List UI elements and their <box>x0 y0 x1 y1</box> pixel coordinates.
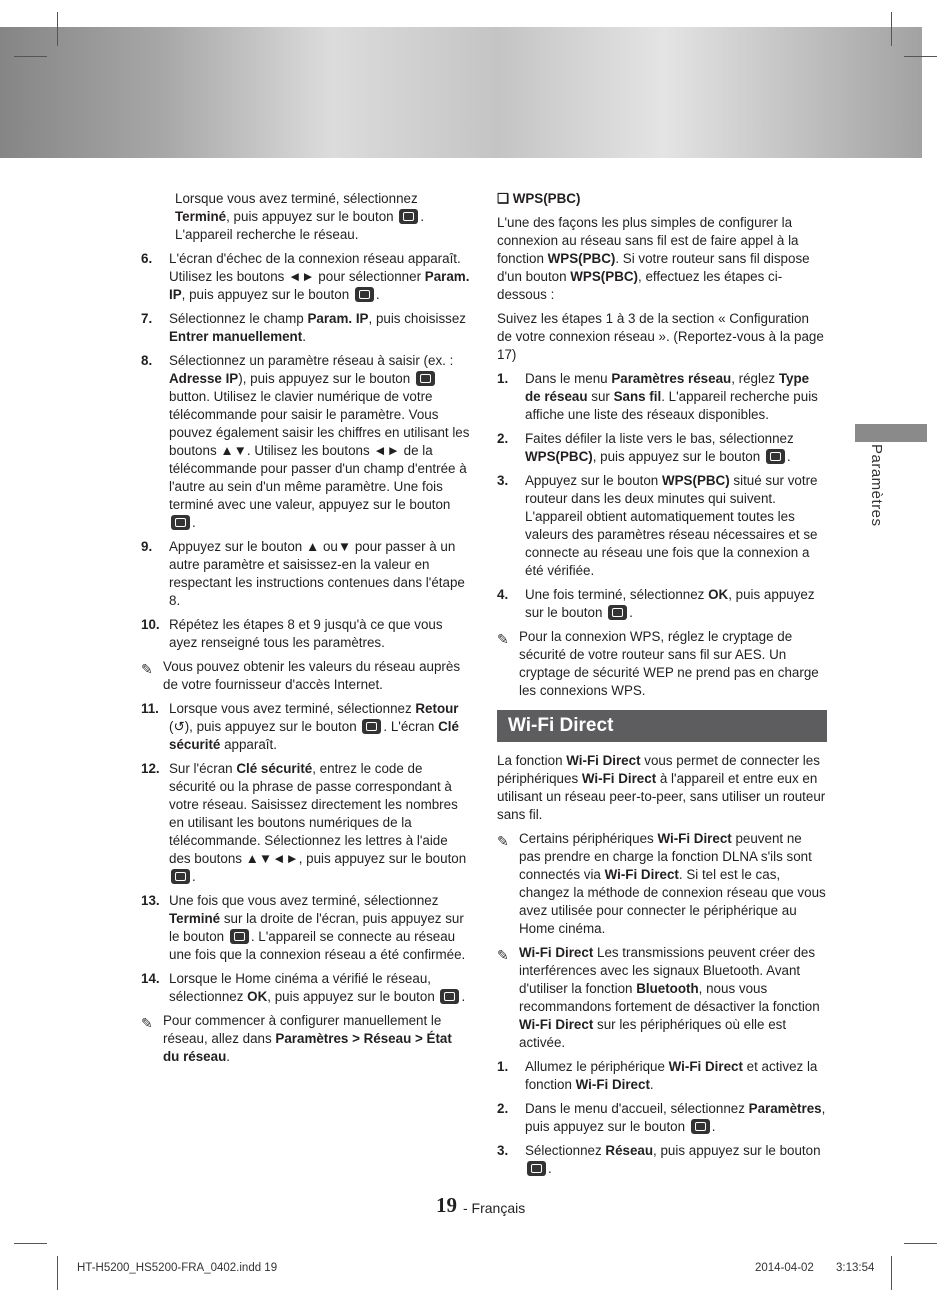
wifi-note-bluetooth <box>497 944 827 1052</box>
step-number: 1. <box>497 371 509 386</box>
bold-term: WPS(PBC) <box>570 269 638 284</box>
step-text: Sélectionnez Réseau, puis appuyez sur le bouton . <box>525 1143 821 1176</box>
bold-term: Réseau <box>605 1143 654 1158</box>
enter-icon <box>171 515 190 530</box>
note-pencil-icon: ✎ <box>497 833 509 849</box>
step-text: Sélectionnez le champ Param. IP, puis choisissez Entrer manuellement. <box>169 311 466 344</box>
bold-term: Wi-Fi Direct <box>519 945 594 960</box>
page-language: - Français <box>463 1200 526 1216</box>
bold-term: Clé sécurité <box>169 719 459 752</box>
enter-icon <box>440 989 459 1004</box>
step-number: 13. <box>141 893 160 908</box>
return-icon: ↺ <box>173 719 185 734</box>
step-text: Une fois terminé, sélectionnez OK, puis appuyez sur le bouton . <box>525 587 815 620</box>
footer-filename: HT-H5200_HS5200-FRA_0402.indd 19 <box>77 1262 278 1274</box>
enter-icon <box>230 929 249 944</box>
bold-term: Paramètres > Réseau > État du réseau <box>163 1031 452 1064</box>
bold-term: Adresse IP <box>169 371 239 386</box>
bold-term: Wi-Fi Direct <box>566 753 641 768</box>
bold-term: Wi-Fi Direct <box>581 771 657 786</box>
step-item <box>497 370 827 424</box>
enter-icon <box>691 1119 710 1134</box>
crop-mark-bottom-left-v <box>57 1256 58 1290</box>
step-item <box>497 1142 827 1178</box>
step-number: 7. <box>141 311 153 326</box>
bold-term: OK <box>708 587 729 602</box>
bold-term: Retour <box>415 701 459 716</box>
crop-mark-bottom-right-v <box>891 1256 892 1290</box>
enter-icon <box>399 209 418 224</box>
enter-icon <box>362 719 381 734</box>
step-number: 9. <box>141 539 153 554</box>
step-item <box>141 250 471 304</box>
step-item <box>141 310 471 346</box>
step-text: Lorsque le Home cinéma a vérifié le réseau, sélectionnez OK, puis appuyez sur le bouton . <box>169 971 466 1004</box>
side-chapter-tab <box>855 424 927 442</box>
bold-term: Terminé <box>169 911 221 926</box>
side-chapter-label: Paramètres <box>868 444 885 527</box>
wps-note <box>497 628 827 700</box>
enter-icon <box>608 605 627 620</box>
step-text: Dans le menu d'accueil, sélectionnez Paramètres, puis appuyez sur le bouton . <box>525 1101 826 1134</box>
bold-term: WPS(PBC) <box>547 251 616 266</box>
step-number: 1. <box>497 1059 509 1074</box>
enter-icon <box>416 371 435 386</box>
step-number: 4. <box>497 587 509 602</box>
left-column <box>141 190 471 1072</box>
step-item <box>497 472 827 580</box>
step-text: Une fois que vous avez terminé, sélectionnez Terminé sur la droite de l'écran, puis appuyez sur le bouton . L'appareil se connecte au réseau une fois que la connexion réseau a été confirmée. <box>169 893 466 962</box>
step-text: Sur l'écran Clé sécurité, entrez le code de sécurité ou la phrase de passe correspondant à votre réseau. Saisissez directement les nombres en utilisant les boutons numériques de la télécommande. Sélectionnez les lettres à l'aide des boutons ▲▼◄►, puis appuyez sur le bouton . <box>169 761 467 884</box>
bold-term: Bluetooth <box>636 981 699 996</box>
bold-term: Entrer manuellement <box>169 329 303 344</box>
step-5-continuation: Lorsque vous avez terminé, sélectionnez Terminé, puis appuyez sur le bouton . L'appareil recherche le réseau. <box>175 191 425 242</box>
note-text: Vous pouvez obtenir les valeurs du réseau auprès de votre fournisseur d'accès Internet. <box>163 659 461 692</box>
note-network-values <box>141 658 471 694</box>
step-text: Appuyez sur le bouton WPS(PBC) situé sur votre routeur dans les deux minutes qui suivent. L'appareil obtient automatiquement toutes les valeurs des paramètres réseau nécessaires et se connecte au réseau une fois que la connexion a été vérifiée. <box>525 473 818 578</box>
step-number: 2. <box>497 431 509 446</box>
step-text: Faites défiler la liste vers le bas, sélectionnez WPS(PBC), puis appuyez sur le bouton . <box>525 431 794 464</box>
enter-icon <box>171 869 190 884</box>
note-pencil-icon: ✎ <box>497 631 509 647</box>
bold-term: Param. IP <box>169 269 470 302</box>
enter-icon <box>355 287 374 302</box>
right-column <box>497 190 827 1184</box>
note-text: Pour commencer à configurer manuellement le réseau, allez dans Paramètres > Réseau > État du réseau. <box>163 1013 452 1064</box>
step-number: 12. <box>141 761 160 776</box>
bold-term: WPS(PBC) <box>661 473 730 488</box>
footer-date: 2014-04-02 <box>755 1262 814 1274</box>
step-number: 14. <box>141 971 160 986</box>
wps-steps <box>497 370 827 622</box>
bold-term: Wi-Fi Direct <box>519 1017 594 1032</box>
enter-icon <box>766 449 785 464</box>
step-item <box>141 538 471 610</box>
page-number: 19 <box>436 1193 457 1217</box>
wifi-direct-intro: La fonction Wi-Fi Direct vous permet de connecter les périphériques Wi-Fi Direct à l'appareil et entre eux en utilisant un réseau peer-to-peer, sans utiliser un routeur sans fil. <box>497 753 826 822</box>
step-text: Lorsque vous avez terminé, sélectionnez Retour (↺), puis appuyez sur le bouton . L'écran Clé sécurité apparaît. <box>169 701 459 752</box>
step-item <box>141 352 471 532</box>
note-manual-config <box>141 1012 471 1066</box>
step-number: 8. <box>141 353 153 368</box>
step-text: Répétez les étapes 8 et 9 jusqu'à ce que vous ayez renseigné tous les paramètres. <box>169 617 443 650</box>
bold-term: Terminé <box>175 209 227 224</box>
step-item <box>141 892 471 964</box>
step-text: Allumez le périphérique Wi-Fi Direct et activez la fonction Wi-Fi Direct. <box>525 1059 818 1092</box>
step-text: Sélectionnez un paramètre réseau à saisir (ex. : Adresse IP), puis appuyez sur le bouton button. Utilisez le clavier numérique de votre télécommande pour saisir le paramètre. Vous pouvez également saisir les chiffres en utilisant les boutons ▲▼. Utilisez les boutons ◄► de la télécommande pour passer d'un champ d'entrée à l'autre au sein d'un même paramètre. Une fois terminé avec une valeur, appuyez sur le bouton . <box>169 353 470 530</box>
bold-term: Type de réseau <box>525 371 810 404</box>
wifi-direct-section-title: Wi-Fi Direct <box>497 710 827 742</box>
step-text: Appuyez sur le bouton ▲ ou▼ pour passer à un autre paramètre et saisissez-en la valeur en respectant les instructions contenues dans l'étape 8. <box>169 539 465 608</box>
step-item <box>497 430 827 466</box>
step-number: 3. <box>497 473 509 488</box>
note-text: Certains périphériques Wi-Fi Direct peuvent ne pas prendre en charge la fonction DLNA s'ils sont connectés via Wi-Fi Direct. Si tel est le cas, changez la méthode de connexion réseau que vous avez utilisée pour connecter le périphérique au Home cinéma. <box>519 831 826 936</box>
crop-mark-top-right-h <box>904 56 937 57</box>
crop-mark-top-right-v <box>891 12 892 46</box>
bold-term: Param. IP <box>307 311 369 326</box>
bold-term: Wi-Fi Direct <box>575 1077 650 1092</box>
enter-icon <box>527 1161 546 1176</box>
bold-term: Sans fil <box>613 389 662 404</box>
steps-6-to-10 <box>141 250 471 652</box>
wifi-note-dlna <box>497 830 827 938</box>
steps-11-to-14 <box>141 700 471 1006</box>
bold-term: Clé sécurité <box>236 761 313 776</box>
wps-intro-2: Suivez les étapes 1 à 3 de la section « Configuration de votre connexion réseau ». (Reportez-vous à la page 17) <box>497 311 824 362</box>
bold-term: Paramètres réseau <box>611 371 732 386</box>
step-item <box>141 970 471 1006</box>
footer-time: 3:13:54 <box>836 1262 875 1274</box>
note-text: Wi-Fi Direct Les transmissions peuvent créer des interférences avec les signaux Bluetooth. Avant d'utiliser la fonction Bluetooth, nous vous recommandons fortement de désactiver la fonction Wi-Fi Direct sur les périphériques où elle est activée. <box>519 945 820 1050</box>
crop-mark-bottom-right-h <box>904 1243 937 1244</box>
step-number: 6. <box>141 251 153 266</box>
bold-term: Paramètres <box>748 1101 822 1116</box>
header-gradient-band <box>0 27 922 158</box>
note-pencil-icon: ✎ <box>141 661 153 677</box>
step-item <box>497 586 827 622</box>
note-pencil-icon: ✎ <box>141 1015 153 1031</box>
step-item <box>497 1058 827 1094</box>
step-number: 2. <box>497 1101 509 1116</box>
step-item <box>141 760 471 886</box>
wifi-direct-steps <box>497 1058 827 1178</box>
step-text: Dans le menu Paramètres réseau, réglez Type de réseau sur Sans fil. L'appareil recherche puis affiche une liste des réseaux disponibles. <box>525 371 818 422</box>
step-text: L'écran d'échec de la connexion réseau apparaît. Utilisez les boutons ◄► pour sélectionner Param. IP, puis appuyez sur le bouton . <box>169 251 470 302</box>
note-pencil-icon: ✎ <box>497 947 509 963</box>
wps-intro: L'une des façons les plus simples de configurer la connexion au réseau sans fil est de faire appel à la fonction WPS(PBC). Si votre routeur sans fil dispose d'un bouton WPS(PBC), effectuez les étapes ci-dessous : <box>497 215 810 302</box>
step-item <box>141 616 471 652</box>
step-number: 3. <box>497 1143 509 1158</box>
bold-term: Wi-Fi Direct <box>604 867 679 882</box>
crop-mark-top-left-v <box>57 12 58 46</box>
step-item <box>497 1100 827 1136</box>
bold-term: Wi-Fi Direct <box>657 831 732 846</box>
crop-mark-bottom-left-h <box>14 1243 47 1244</box>
step-number: 11. <box>141 701 159 716</box>
bold-term: OK <box>247 989 268 1004</box>
step-number: 10. <box>141 617 160 632</box>
crop-mark-top-left-h <box>14 56 47 57</box>
wps-heading: ❑ WPS(PBC) <box>497 191 581 206</box>
bold-term: WPS(PBC) <box>525 449 593 464</box>
note-text: Pour la connexion WPS, réglez le cryptage de sécurité de votre routeur sans fil sur AES. Un cryptage de sécurité WEP ne prend pas en charge les connexions WPS. <box>519 629 819 698</box>
step-item <box>141 700 471 754</box>
bold-term: Wi-Fi Direct <box>668 1059 743 1074</box>
